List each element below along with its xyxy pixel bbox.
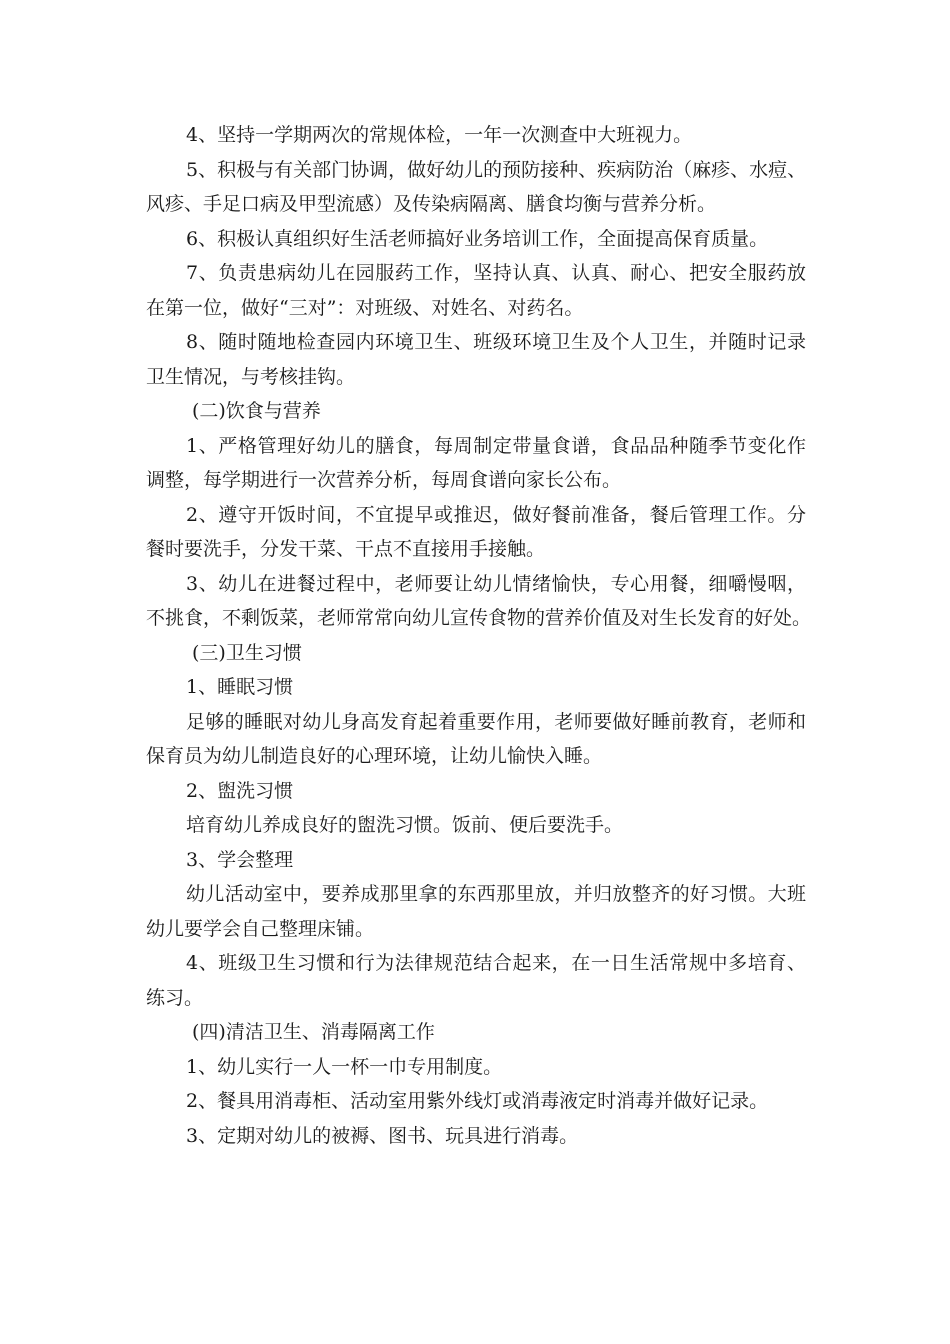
paragraph-line: 1、严格管理好幼儿的膳食，每周制定带量食谱，食品品种随季节变化作 bbox=[186, 434, 806, 457]
paragraph-line: 7、负责患病幼儿在园服药工作，坚持认真、认真、耐心、把安全服药放 bbox=[186, 262, 806, 284]
paragraph-line: 卫生情况，与考核挂钩。 bbox=[146, 365, 356, 388]
paragraph-line: 保育员为幼儿制造良好的心理环境，让幼儿愉快入睡。 bbox=[146, 745, 603, 767]
paragraph-line: 2、餐具用消毒柜、活动室用紫外线灯或消毒液定时消毒并做好记录。 bbox=[186, 1090, 769, 1112]
paragraph-line: 幼儿要学会自己整理床铺。 bbox=[146, 917, 375, 940]
paragraph-line: 3、幼儿在进餐过程中，老师要让幼儿情绪愉快，专心用餐，细嚼慢咽， bbox=[186, 572, 806, 595]
paragraph-line: 餐时要洗手，分发干菜、干点不直接用手接触。 bbox=[146, 538, 546, 560]
paragraph-line: 4、班级卫生习惯和行为法律规范结合起来，在一日生活常规中多培育、 bbox=[186, 952, 806, 974]
paragraph-line: 3、定期对幼儿的被褥、图书、玩具进行消毒。 bbox=[186, 1124, 579, 1147]
paragraph-line: 4、坚持一学期两次的常规体检，一年一次测查中大班视力。 bbox=[186, 124, 693, 146]
subheading: 3、学会整理 bbox=[186, 848, 294, 871]
section-heading: (三)卫生习惯 bbox=[192, 641, 302, 664]
paragraph-line: 幼儿活动室中，要养成那里拿的东西那里放，并归放整齐的好习惯。大班 bbox=[186, 883, 806, 905]
paragraph-line: 练习。 bbox=[146, 986, 204, 1009]
paragraph-line: 5、积极与有关部门协调，做好幼儿的预防接种、疾病防治（麻疹、水痘、 bbox=[186, 158, 807, 181]
paragraph-line: 2、遵守开饭时间，不宜提早或推迟，做好餐前准备，餐后管理工作。分 bbox=[186, 503, 806, 526]
paragraph-line: 8、随时随地检查园内环境卫生、班级环境卫生及个人卫生，并随时记录 bbox=[186, 331, 806, 353]
paragraph-line: 足够的睡眠对幼儿身高发育起着重要作用，老师要做好睡前教育，老师和 bbox=[186, 710, 806, 733]
paragraph-line: 调整，每学期进行一次营养分析，每周食谱向家长公布。 bbox=[146, 469, 622, 491]
document-body bbox=[146, 118, 812, 1153]
section-heading: (四)清洁卫生、消毒隔离工作 bbox=[192, 1021, 435, 1043]
paragraph-line: 风疹、手足口病及甲型流感）及传染病隔离、膳食均衡与营养分析。 bbox=[146, 193, 717, 215]
section-heading: (二)饮食与营养 bbox=[192, 400, 321, 422]
paragraph-line: 培育幼儿养成良好的盥洗习惯。饭前、便后要洗手。 bbox=[186, 814, 624, 836]
subheading: 2、盥洗习惯 bbox=[186, 779, 294, 802]
paragraph-line: 1、幼儿实行一人一杯一巾专用制度。 bbox=[186, 1055, 503, 1078]
paragraph-line: 在第一位，做好“三对”：对班级、对姓名、对药名。 bbox=[146, 296, 584, 319]
paragraph-line: 不挑食，不剩饭菜，老师常常向幼儿宣传食物的营养价值及对生长发育的好处。 bbox=[146, 607, 812, 629]
paragraph-line: 6、积极认真组织好生活老师搞好业务培训工作，全面提高保育质量。 bbox=[186, 227, 769, 250]
subheading: 1、睡眠习惯 bbox=[186, 676, 294, 698]
